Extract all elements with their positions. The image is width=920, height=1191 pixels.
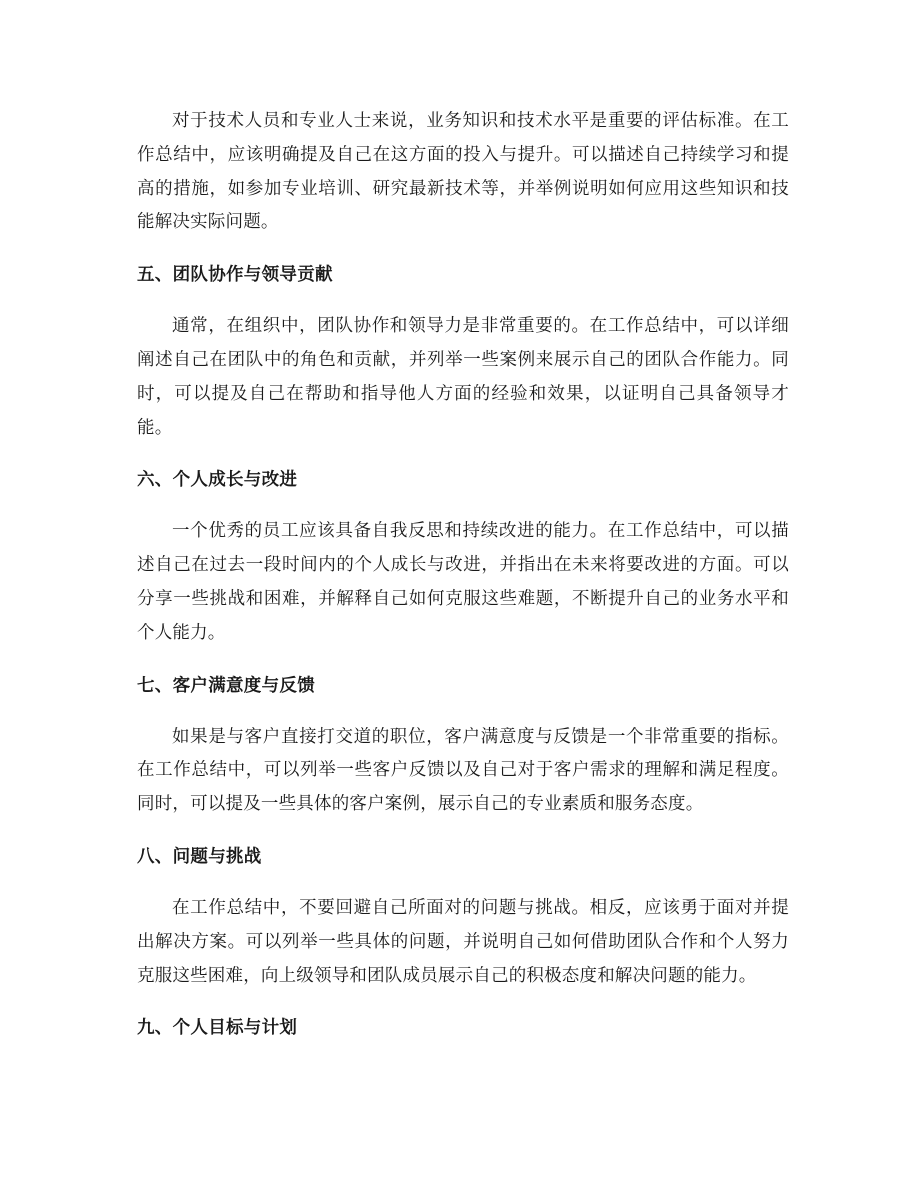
heading-teamwork: 五、团队协作与领导贡献 bbox=[137, 265, 333, 286]
paragraph-growth: 一个优秀的员工应该具备自我反思和持续改进的能力。在工作总结中，可以描述自己在过去一段时间内的个人成长与改进，并指出在未来将要改进的方面。可以分享一些挑战和困难，并解释自己如何克服这些难题，不断提升自己的业务水平和个人能力。 bbox=[137, 521, 789, 643]
paragraph-tech-skills: 对于技术人员和专业人士来说，业务知识和技术水平是重要的评估标准。在工作总结中，应该明确提及自己在这方面的投入与提升。可以描述自己持续学习和提高的措施，如参加专业培训、研究最新技术等，并举例说明如何应用这些知识和技能解决实际问题。 bbox=[137, 111, 789, 233]
paragraph-customer: 如果是与客户直接打交道的职位，客户满意度与反馈是一个非常重要的指标。在工作总结中，可以列举一些客户反馈以及自己对于客户需求的理解和满足程度。同时，可以提及一些具体的客户案例，展示自己的专业素质和服务态度。 bbox=[137, 726, 789, 815]
heading-goals: 九、个人目标与计划 bbox=[137, 1018, 298, 1039]
document-page bbox=[137, 105, 789, 1063]
paragraph-problems: 在工作总结中，不要回避自己所面对的问题与挑战。相反，应该勇于面对并提出解决方案。可以列举一些具体的问题，并说明自己如何借助团队合作和个人努力克服这些困难，向上级领导和团队成员展示自己的积极态度和解决问题的能力。 bbox=[137, 897, 789, 986]
heading-growth: 六、个人成长与改进 bbox=[137, 470, 298, 491]
heading-problems: 八、问题与挑战 bbox=[137, 846, 262, 867]
paragraph-teamwork: 通常，在组织中，团队协作和领导力是非常重要的。在工作总结中，可以详细阐述自己在团队中的角色和贡献，并列举一些案例来展示自己的团队合作能力。同时，可以提及自己在帮助和指导他人方面的经验和效果，以证明自己具备领导才能。 bbox=[137, 316, 789, 438]
heading-customer: 七、客户满意度与反馈 bbox=[137, 675, 315, 696]
